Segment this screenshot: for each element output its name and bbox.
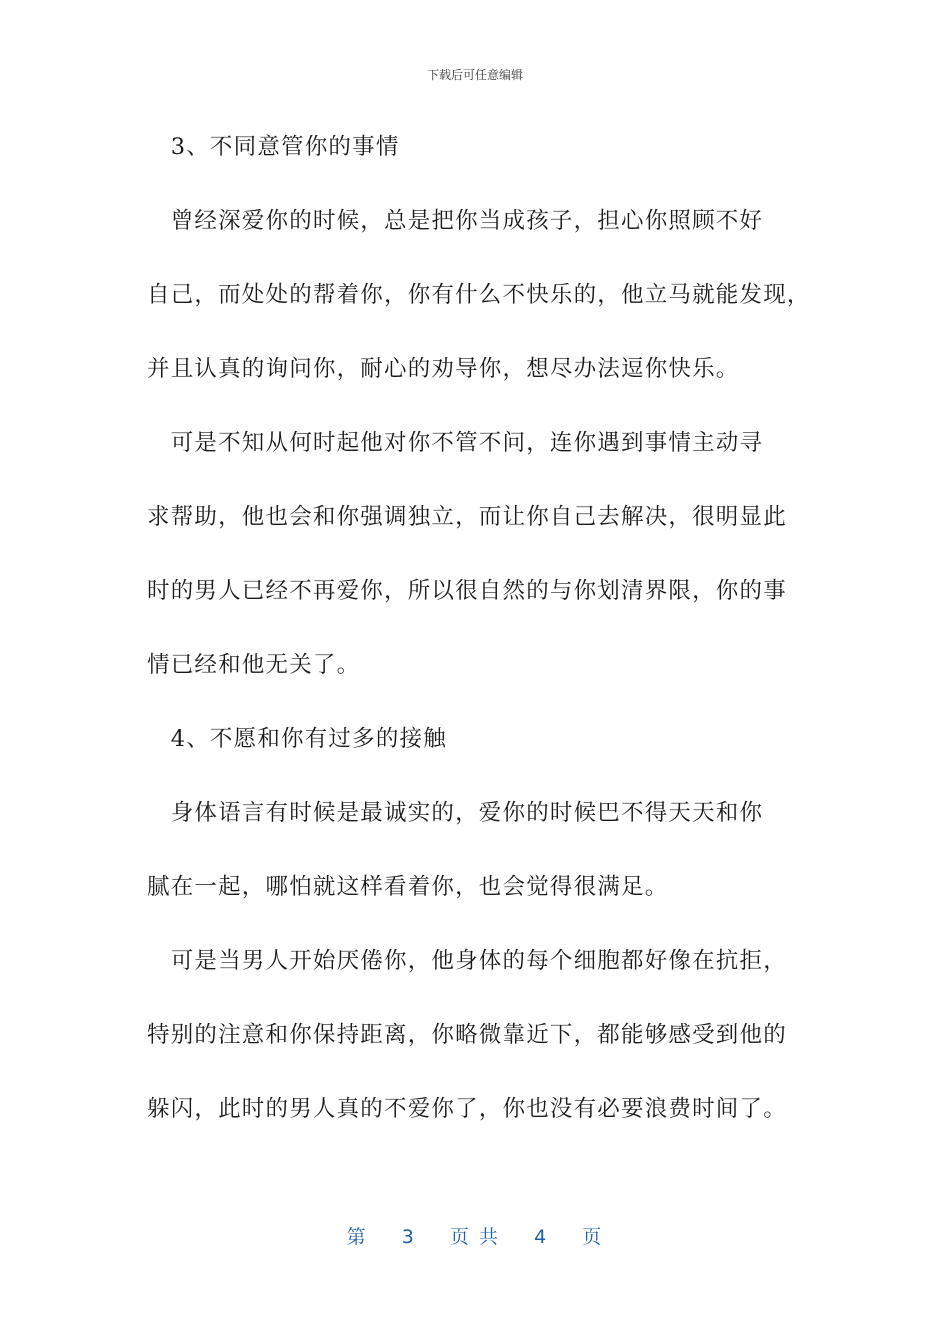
footer-prefix: 第 [346, 1226, 368, 1248]
total-pages-number: 4 [534, 1226, 549, 1248]
paragraph-line: 身体语言有时候是最诚实的，爱你的时候巴不得天天和你 [147, 800, 764, 826]
footer-suffix: 页 [582, 1226, 604, 1248]
paragraph-line: 腻在一起，哪怕就这样看着你，也会觉得很满足。 [147, 874, 669, 900]
paragraph-line: 情已经和他无关了。 [147, 652, 361, 678]
paragraph-line: 自己，而处处的帮着你，你有什么不快乐的，他立马就能发现， [147, 282, 811, 308]
paragraph-line: 求帮助，他也会和你强调独立，而让你自己去解决，很明显此 [147, 504, 787, 530]
page-footer [0, 1222, 950, 1249]
paragraph-line: 躲闪，此时的男人真的不爱你了，你也没有必要浪费时间了。 [147, 1096, 787, 1122]
section-heading-4: 4、不愿和你有过多的接触 [147, 726, 447, 752]
paragraph-line: 特别的注意和你保持距离，你略微靠近下，都能够感受到他的 [147, 1022, 787, 1048]
section-heading-3: 3、不同意管你的事情 [147, 134, 400, 160]
footer-middle: 页 共 [449, 1226, 501, 1248]
paragraph-line: 时的男人已经不再爱你，所以很自然的与你划清界限，你的事 [147, 578, 787, 604]
paragraph-line: 曾经深爱你的时候，总是把你当成孩子，担心你照顾不好 [147, 208, 764, 234]
current-page-number: 3 [401, 1226, 416, 1248]
paragraph-line: 可是不知从何时起他对你不管不问，连你遇到事情主动寻 [147, 430, 764, 456]
document-body [147, 110, 811, 1146]
paragraph-line: 并且认真的询问你，耐心的劝导你，想尽办法逗你快乐。 [147, 356, 740, 382]
paragraph-line: 可是当男人开始厌倦你，他身体的每个细胞都好像在抗拒， [147, 948, 787, 974]
page-header: 下载后可任意编辑 [426, 68, 523, 82]
